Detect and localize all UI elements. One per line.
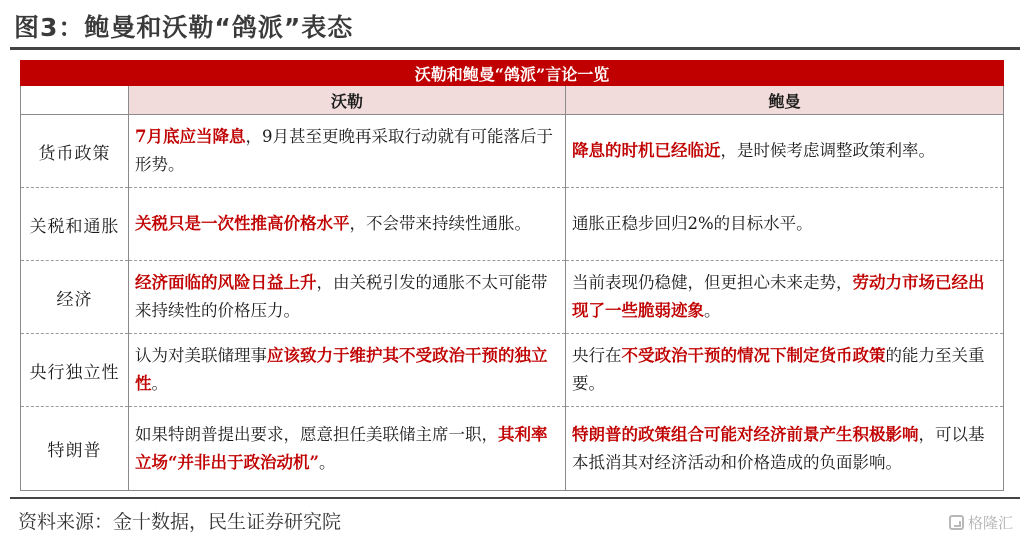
bowman-statement (566, 334, 1004, 407)
statement-text: 央行在 (572, 346, 622, 365)
bowman-statement (566, 261, 1004, 334)
statement-text: 。 (151, 374, 168, 393)
highlighted-text: 其利率立场“并非出于政治动机” (135, 424, 548, 472)
watermark-logo-icon (949, 515, 964, 530)
statement-text: 认为对美联储理事 (135, 346, 267, 365)
footer-divider (10, 497, 1020, 499)
waller-statement (129, 115, 566, 188)
watermark (949, 512, 1013, 533)
row-topic: 关税和通胀 (21, 188, 129, 261)
row-topic: 货币政策 (21, 115, 129, 188)
statement-text: 当前表现仍稳健，但更担心未来走势， (572, 273, 853, 292)
table-row (21, 115, 1004, 188)
waller-statement (129, 407, 566, 491)
row-topic: 经济 (21, 261, 129, 334)
watermark-text: 格隆汇 (967, 514, 1013, 532)
figure-title: 图3：鲍曼和沃勒“鸽派”表态 (14, 13, 354, 42)
waller-statement (129, 334, 566, 407)
statement-text: ，可以基本抵消其对经济活动和价格造成的负面影响。 (572, 424, 985, 472)
statement-text: 如果特朗普提出要求，愿意担任美联储主席一职， (135, 424, 498, 444)
row-topic: 央行独立性 (21, 334, 129, 407)
statement-text: ，不会带来持续性通胀。 (349, 214, 531, 233)
column-header-bowman: 鲍曼 (566, 86, 1004, 115)
statement-text: 通胀正稳步回归2%的目标水平。 (572, 214, 813, 233)
source-note: 资料来源：金十数据，民生证券研究院 (18, 511, 342, 533)
highlighted-text: 经济面临的风险日益上升 (135, 273, 317, 292)
table-row (21, 334, 1004, 407)
highlighted-text: 7月底应当降息 (135, 127, 246, 146)
bowman-statement (566, 115, 1004, 188)
row-topic: 特朗普 (21, 407, 129, 491)
statement-text: ，由关税引发的通胀不太可能带来持续性的价格压力。 (135, 273, 548, 320)
statement-text: 的能力至关重要。 (572, 346, 985, 393)
column-header-waller: 沃勒 (129, 86, 566, 115)
table-caption: 沃勒和鲍曼“鸽派”言论一览 (21, 61, 1004, 86)
statement-text: 。 (704, 301, 721, 320)
table-row (21, 261, 1004, 334)
bowman-statement (566, 407, 1004, 491)
waller-statement (129, 188, 566, 261)
highlighted-text: 降息的时机已经临近 (572, 141, 721, 160)
highlighted-text: 应该致力于维护其不受政治干预的独立性 (135, 346, 548, 393)
highlighted-text: 劳动力市场已经出现了一些脆弱迹象 (572, 273, 985, 320)
table-row (21, 407, 1004, 491)
header-blank (21, 86, 129, 115)
statement-text: ，是时候考虑调整政策利率。 (720, 141, 935, 160)
title-divider (10, 47, 1020, 50)
highlighted-text: 不受政治干预的情况下制定货币政策 (621, 346, 886, 365)
waller-statement (129, 261, 566, 334)
statement-table (20, 60, 1004, 491)
highlighted-text: 特朗普的政策组合可能对经济前景产生积极影响 (572, 424, 919, 444)
highlighted-text: 关税只是一次性推高价格水平 (135, 214, 350, 233)
statement-text: 。 (318, 452, 336, 472)
table-row (21, 188, 1004, 261)
statement-text: ，9月甚至更晚再采取行动就有可能落后于形势。 (135, 127, 553, 174)
bowman-statement (566, 188, 1004, 261)
